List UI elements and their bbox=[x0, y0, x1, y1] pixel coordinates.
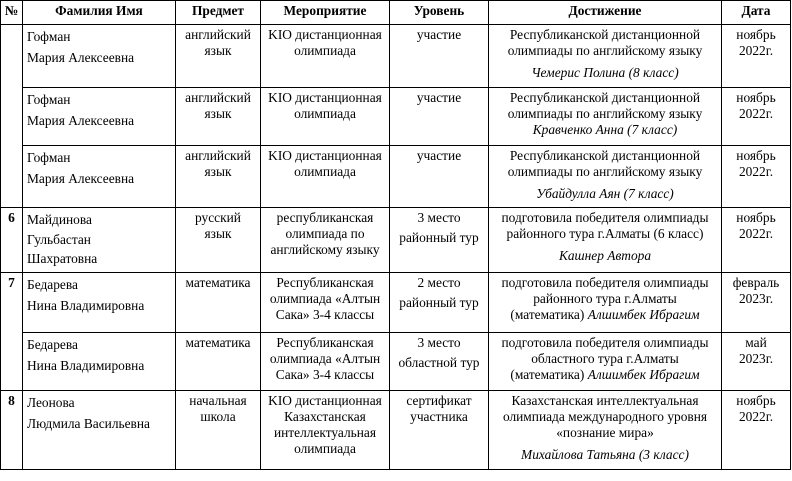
event-line: KIO дистанционная bbox=[268, 393, 382, 408]
row-number: 7 bbox=[1, 273, 23, 391]
date-year: 2022г. bbox=[738, 164, 774, 179]
student-name: Чемерис Полина (8 класс) bbox=[531, 65, 679, 80]
level-cell bbox=[390, 208, 489, 273]
row-number: 6 bbox=[1, 208, 23, 273]
teacher-surname: Леонова bbox=[27, 395, 75, 410]
header-row bbox=[1, 1, 791, 25]
teacher-name bbox=[23, 88, 176, 146]
event-line: KIO дистанционная bbox=[268, 27, 382, 42]
date-month: ноябрь bbox=[736, 210, 776, 225]
achievement-cell bbox=[489, 88, 722, 146]
event-cell bbox=[261, 391, 390, 470]
event-line: интеллектуальная bbox=[273, 425, 377, 440]
subject-line: математика bbox=[185, 275, 251, 290]
level-line: районный тур bbox=[399, 230, 479, 245]
header-num: № bbox=[1, 1, 23, 25]
student-name: Михайлова Татьяна (3 класс) bbox=[521, 447, 689, 462]
date-cell bbox=[722, 273, 791, 333]
teacher-surname: Бедарева bbox=[27, 337, 78, 352]
date-month: ноябрь bbox=[736, 90, 776, 105]
achievement-line: Республиканской дистанционной bbox=[509, 148, 701, 163]
event-line: Сака» 3-4 классы bbox=[275, 307, 375, 322]
achievement-line: олимпиада международного уровня bbox=[502, 409, 708, 424]
subject-line: английский bbox=[185, 27, 251, 42]
event-line: олимпиада bbox=[294, 164, 356, 179]
teacher-given-names: Гульбастан bbox=[27, 232, 91, 247]
table-body bbox=[1, 25, 791, 470]
subject-cell bbox=[176, 391, 261, 470]
teacher-name bbox=[23, 391, 176, 470]
subject-cell bbox=[176, 208, 261, 273]
achievement-line: олимпиады по английскому языку bbox=[507, 43, 703, 58]
achievement-line: районного тура г.Алматы bbox=[533, 291, 677, 306]
teacher-given-names: Мария Алексеевна bbox=[27, 50, 135, 65]
teacher-name bbox=[23, 333, 176, 391]
teacher-name bbox=[23, 25, 176, 88]
event-line: KIO дистанционная bbox=[268, 90, 382, 105]
table-row bbox=[1, 146, 791, 208]
teacher-given-names: Нина Владимировна bbox=[27, 358, 145, 373]
subject-line: математика bbox=[185, 335, 251, 350]
header-date: Дата bbox=[722, 1, 791, 25]
subject-cell bbox=[176, 273, 261, 333]
event-line: Республиканская bbox=[276, 335, 374, 350]
achievement-line: «познание мира» bbox=[556, 425, 654, 440]
achievement-line: Республиканской дистанционной bbox=[509, 90, 701, 105]
subject-line: язык bbox=[204, 164, 232, 179]
event-line: английскому языку bbox=[270, 242, 380, 257]
event-line: KIO дистанционная bbox=[268, 148, 382, 163]
date-cell bbox=[722, 25, 791, 88]
level-line: участника bbox=[410, 409, 468, 424]
subject-cell bbox=[176, 333, 261, 391]
header-level: Уровень bbox=[390, 1, 489, 25]
subject-line: язык bbox=[204, 226, 232, 241]
date-cell bbox=[722, 333, 791, 391]
header-achievement: Достижение bbox=[489, 1, 722, 25]
achievement-cell bbox=[489, 146, 722, 208]
event-line: республиканская bbox=[276, 210, 374, 225]
student-name: Убайдулла Аян (7 класс) bbox=[536, 186, 674, 201]
student-name: Алшимбек Ибрагим bbox=[587, 367, 700, 382]
event-line: олимпиада bbox=[294, 43, 356, 58]
event-line: олимпиада bbox=[294, 106, 356, 121]
table-row bbox=[1, 273, 791, 333]
teacher-surname: Бедарева bbox=[27, 277, 78, 292]
level-cell bbox=[390, 146, 489, 208]
date-month: ноябрь bbox=[736, 393, 776, 408]
teacher-patronymic: Шахратовна bbox=[27, 251, 98, 266]
subject-line: язык bbox=[204, 106, 232, 121]
level-cell bbox=[390, 391, 489, 470]
student-name: Кашнер Автора bbox=[558, 248, 652, 263]
teacher-given-names: Мария Алексеевна bbox=[27, 113, 135, 128]
subject-line: школа bbox=[200, 409, 236, 424]
row-number: 8 bbox=[1, 391, 23, 470]
teacher-given-names: Мария Алексеевна bbox=[27, 171, 135, 186]
table-row bbox=[1, 391, 791, 470]
header-event: Мероприятие bbox=[261, 1, 390, 25]
achievement-cell bbox=[489, 391, 722, 470]
subject-line: английский bbox=[185, 90, 251, 105]
date-month: май bbox=[745, 335, 767, 350]
subject-line: английский bbox=[185, 148, 251, 163]
event-line: Казахстанская bbox=[284, 409, 366, 424]
achievement-cell bbox=[489, 273, 722, 333]
achievement-cell bbox=[489, 333, 722, 391]
teacher-name bbox=[23, 146, 176, 208]
date-year: 2022г. bbox=[738, 106, 774, 121]
date-year: 2022г. bbox=[738, 226, 774, 241]
teacher-surname: Майдинова bbox=[27, 212, 92, 227]
date-month: ноябрь bbox=[736, 148, 776, 163]
date-month: февраль bbox=[732, 275, 780, 290]
student-name: Кравченко Анна (7 класс) bbox=[532, 122, 678, 137]
event-line: олимпиада «Алтын bbox=[269, 291, 381, 306]
teacher-surname: Гофман bbox=[27, 150, 71, 165]
event-cell bbox=[261, 273, 390, 333]
level-line: участие bbox=[416, 148, 462, 163]
teacher-given-names: Людмила Васильевна bbox=[27, 416, 150, 431]
achievement-subject: (математика) bbox=[510, 367, 588, 382]
event-line: Сака» 3-4 классы bbox=[275, 367, 375, 382]
event-cell bbox=[261, 208, 390, 273]
row-number bbox=[1, 25, 23, 208]
subject-line: русский bbox=[195, 210, 241, 225]
subject-line: начальная bbox=[189, 393, 247, 408]
event-cell bbox=[261, 25, 390, 88]
date-year: 2022г. bbox=[738, 43, 774, 58]
teacher-name bbox=[23, 208, 176, 273]
level-cell bbox=[390, 333, 489, 391]
level-line: участие bbox=[416, 27, 462, 42]
date-cell bbox=[722, 208, 791, 273]
table-row bbox=[1, 208, 791, 273]
achievement-line: олимпиады по английскому языку bbox=[507, 106, 703, 121]
event-line: олимпиада bbox=[294, 441, 356, 456]
event-line: Республиканская bbox=[276, 275, 374, 290]
event-cell bbox=[261, 333, 390, 391]
date-month: ноябрь bbox=[736, 27, 776, 42]
level-line: 3 место bbox=[417, 335, 461, 350]
level-line: 2 место bbox=[417, 275, 461, 290]
achievement-line: подготовила победителя олимпиады bbox=[501, 275, 709, 290]
level-line: 3 место bbox=[417, 210, 461, 225]
level-line: областной тур bbox=[398, 355, 480, 370]
achievement-cell bbox=[489, 208, 722, 273]
teacher-name bbox=[23, 273, 176, 333]
student-name: Алшимбек Ибрагим bbox=[587, 307, 700, 322]
achievement-line: Казахстанская интеллектуальная bbox=[511, 393, 699, 408]
teacher-given-names: Нина Владимировна bbox=[27, 298, 145, 313]
date-year: 2023г. bbox=[738, 291, 774, 306]
date-year: 2023г. bbox=[738, 351, 774, 366]
date-cell bbox=[722, 391, 791, 470]
achievement-cell bbox=[489, 25, 722, 88]
date-cell bbox=[722, 146, 791, 208]
achievement-line: областного тура г.Алматы bbox=[531, 351, 679, 366]
level-cell bbox=[390, 88, 489, 146]
table-row bbox=[1, 88, 791, 146]
teacher-surname: Гофман bbox=[27, 92, 71, 107]
date-year: 2022г. bbox=[738, 409, 774, 424]
date-cell bbox=[722, 88, 791, 146]
achievement-line: Республиканской дистанционной bbox=[509, 27, 701, 42]
level-line: сертификат bbox=[406, 393, 472, 408]
achievement-line: подготовила победителя олимпиады bbox=[501, 335, 709, 350]
level-cell bbox=[390, 273, 489, 333]
teacher-surname: Гофман bbox=[27, 29, 71, 44]
achievement-line: подготовила победителя олимпиады bbox=[501, 210, 709, 225]
subject-cell bbox=[176, 25, 261, 88]
level-line: районный тур bbox=[399, 295, 479, 310]
event-cell bbox=[261, 88, 390, 146]
level-cell bbox=[390, 25, 489, 88]
achievement-line bbox=[493, 307, 717, 323]
level-line: участие bbox=[416, 90, 462, 105]
subject-cell bbox=[176, 88, 261, 146]
event-cell bbox=[261, 146, 390, 208]
table-row bbox=[1, 333, 791, 391]
event-line: олимпиада по bbox=[285, 226, 365, 241]
achievement-line: районного тура г.Алматы (6 класс) bbox=[506, 226, 704, 241]
event-line: олимпиада «Алтын bbox=[269, 351, 381, 366]
subject-cell bbox=[176, 146, 261, 208]
achievement-line bbox=[493, 367, 717, 383]
table-row bbox=[1, 25, 791, 88]
achievement-subject: (математика) bbox=[510, 307, 588, 322]
header-subject: Предмет bbox=[176, 1, 261, 25]
header-name: Фамилия Имя bbox=[23, 1, 176, 25]
achievement-line: олимпиады по английскому языку bbox=[507, 164, 703, 179]
subject-line: язык bbox=[204, 43, 232, 58]
